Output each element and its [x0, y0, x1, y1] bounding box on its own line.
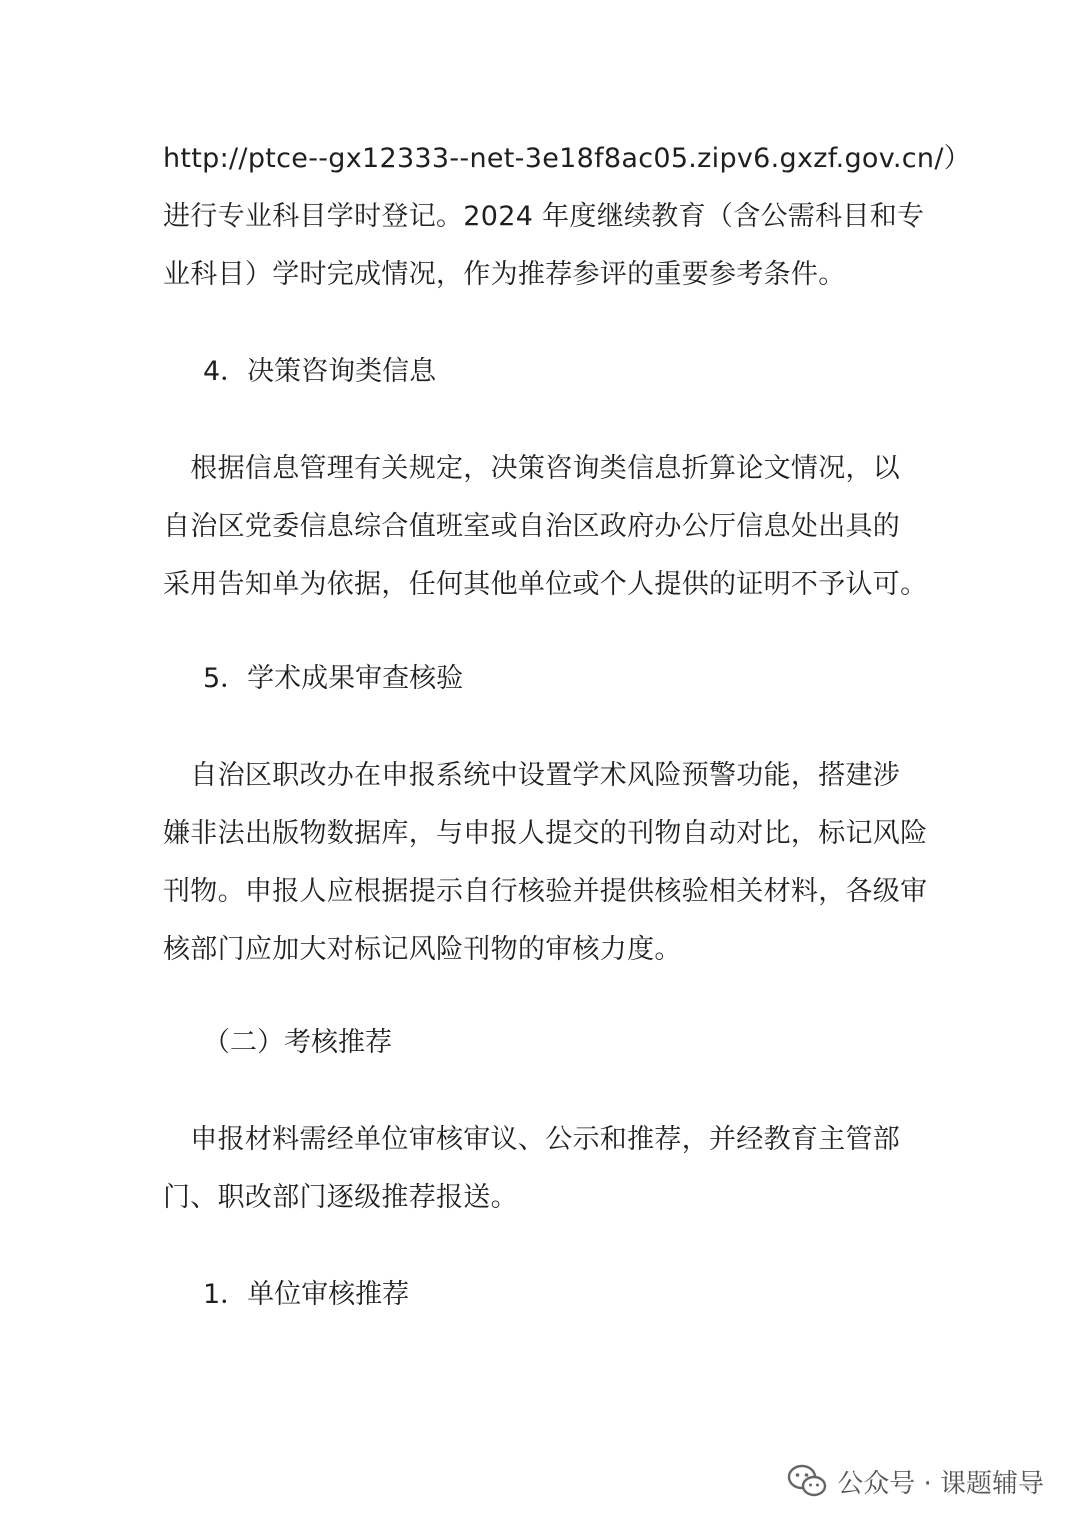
paragraph-line: 自治区党委信息综合值班室或自治区政府办公厅信息处出具的: [163, 511, 901, 542]
paragraph-line: 刊物。申报人应根据提示自行核验并提供核验相关材料，各级审: [163, 876, 928, 907]
paragraph-line: 核部门应加大对标记风险刊物的审核力度。: [163, 934, 682, 965]
paragraph-academic-review: [163, 747, 928, 979]
paragraph-line: 进行专业科目学时登记。2024 年度继续教育（含公需科目和专: [163, 201, 925, 232]
paragraph-line: 业科目）学时完成情况，作为推荐参评的重要参考条件。: [163, 259, 846, 290]
section-heading-unit-review: 1．单位审核推荐: [203, 1279, 410, 1310]
paragraph-line: 申报材料需经单位审核审议、公示和推荐，并经教育主管部: [163, 1124, 901, 1155]
section-heading-assessment-recommendation: （二）考核推荐: [203, 1027, 392, 1058]
paragraph-decision-consulting: [163, 440, 928, 614]
wechat-icon: [787, 1464, 827, 1498]
paragraph-line: 采用告知单为依据，任何其他单位或个人提供的证明不予认可。: [163, 569, 928, 600]
paragraph-line: 根据信息管理有关规定，决策咨询类信息折算论文情况，以: [163, 453, 901, 484]
section-heading-academic-review: 5．学术成果审查核验: [203, 663, 464, 694]
paragraph-line: 嫌非法出版物数据库，与申报人提交的刊物自动对比，标记风险: [163, 818, 928, 849]
paragraph-assessment-recommendation: [163, 1111, 923, 1227]
wechat-watermark: [787, 1457, 1044, 1505]
paragraph-line: 门、职改部门逐级推荐报送。: [163, 1182, 518, 1213]
paragraph-line: 自治区职改办在申报系统中设置学术风险预警功能，搭建涉: [163, 760, 901, 791]
paragraph-continuing-education: [163, 130, 972, 304]
section-heading-decision-consulting: 4．决策咨询类信息: [203, 356, 437, 387]
watermark-text: 公众号 · 课题辅导: [837, 1468, 1044, 1499]
paragraph-line: http://ptce--gx12333--net-3e18f8ac05.zipv6.gxzf.gov.cn/）: [163, 143, 972, 174]
